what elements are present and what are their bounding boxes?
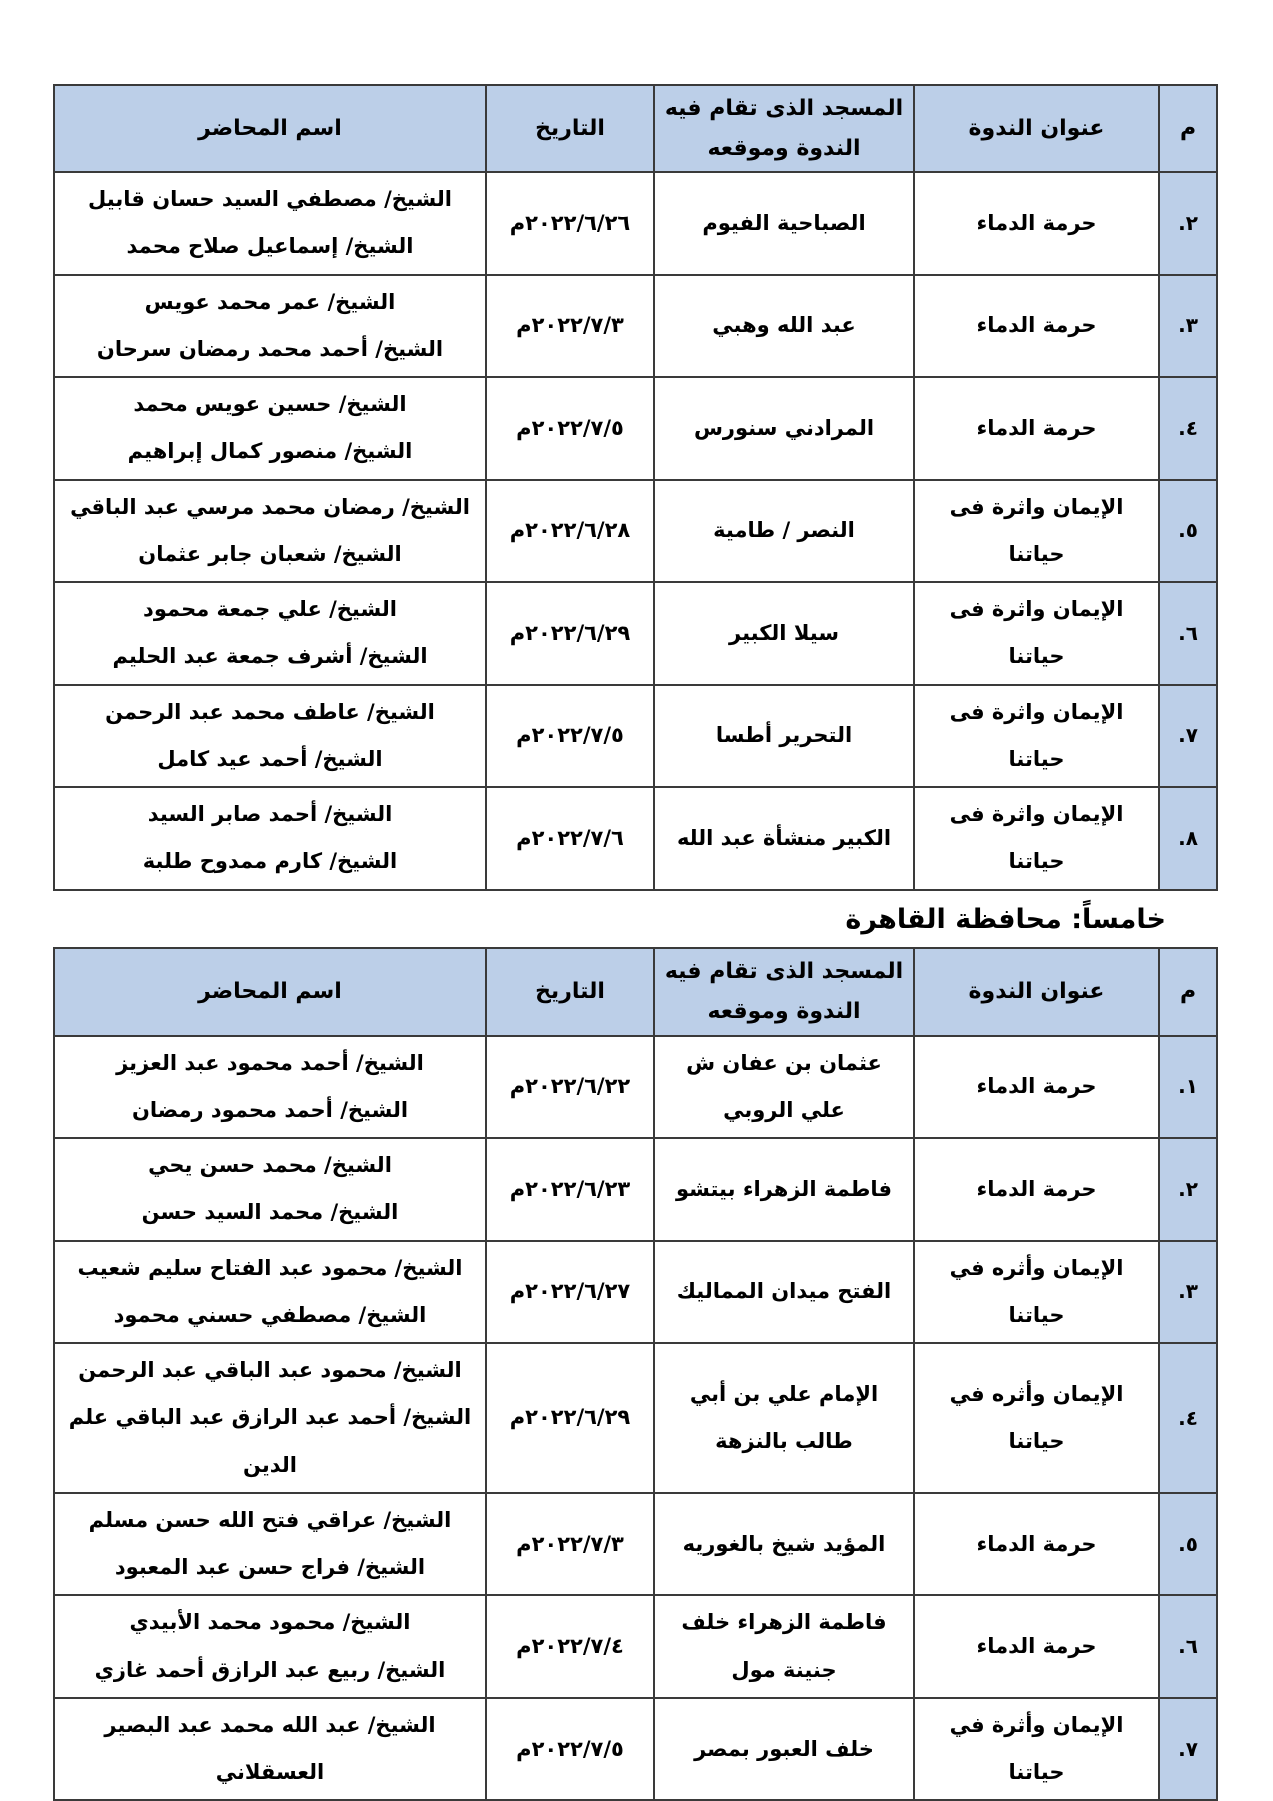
- col-header-date: التاريخ: [486, 85, 654, 172]
- lecturer-cell: [54, 1493, 486, 1596]
- lecturer-name: الشيخ/ منصور كمال إبراهيم: [127, 439, 413, 464]
- date-cell: ٢٠٢٢/٦/٢٩م: [486, 1343, 654, 1493]
- table-row: [54, 582, 1217, 685]
- col-header-date: التاريخ: [486, 948, 654, 1035]
- lecturer-cell: [54, 582, 486, 685]
- header-row: [54, 948, 1217, 1035]
- lecturer-name: الشيخ/ رمضان محمد مرسي عبد الباقي: [70, 494, 470, 519]
- row-number-cell: ٢.: [1159, 172, 1217, 275]
- seminar-title-cell: الإيمان واثرة فى حياتنا: [914, 787, 1159, 890]
- date-cell: ٢٠٢٢/٦/٢٨م: [486, 480, 654, 583]
- mosque-cell: عبد الله وهبي: [654, 275, 914, 378]
- lecturer-name: الشيخ/ علي جمعة محمود: [143, 597, 397, 622]
- seminar-title-cell: الإيمان واثرة فى حياتنا: [914, 685, 1159, 788]
- lecturer-name: الشيخ/ حسين عويس محمد: [133, 392, 407, 417]
- lecturer-cell: [54, 377, 486, 480]
- table-row: [54, 1138, 1217, 1241]
- table-row: [54, 1595, 1217, 1698]
- table-row: [54, 377, 1217, 480]
- col-header-title: عنوان الندوة: [914, 948, 1159, 1035]
- lecturer-name: الشيخ/ كارم ممدوح طلبة: [142, 849, 398, 874]
- lecturer-name: الشيخ/ مصطفي السيد حسان قابيل: [88, 187, 452, 212]
- lecturer-name: الشيخ/ أحمد صابر السيد: [147, 802, 393, 827]
- col-header-mosque: المسجد الذى تقام فيه الندوة وموقعه: [654, 948, 914, 1035]
- lecturer-cell: [54, 787, 486, 890]
- lecturer-name: الشيخ/ عاطف محمد عبد الرحمن: [105, 699, 435, 724]
- seminar-title-cell: الإيمان واثرة فى حياتنا: [914, 480, 1159, 583]
- mosque-cell: الإمام علي بن أبي طالب بالنزهة: [654, 1343, 914, 1493]
- lecturer-name: الشيخ/ محمد السيد حسن: [141, 1200, 399, 1225]
- col-header-num: م: [1159, 948, 1217, 1035]
- lecturer-name: الشيخ/ أشرف جمعة عبد الحليم: [112, 644, 428, 669]
- seminar-title-cell: حرمة الدماء: [914, 377, 1159, 480]
- mosque-cell: الفتح ميدان المماليك: [654, 1241, 914, 1344]
- date-cell: ٢٠٢٢/٧/٣م: [486, 1493, 654, 1596]
- date-cell: ٢٠٢٢/٦/٢٣م: [486, 1138, 654, 1241]
- lecturer-cell: [54, 1595, 486, 1698]
- lecturer-name: الشيخ/ عراقي فتح الله حسن مسلم: [88, 1507, 452, 1532]
- lecturer-cell: [54, 1343, 486, 1493]
- table-2-body: [54, 1036, 1217, 1801]
- lecturer-cell: [54, 172, 486, 275]
- date-cell: ٢٠٢٢/٧/٥م: [486, 1698, 654, 1801]
- table-2-header: [54, 948, 1217, 1035]
- lecturer-name: الشيخ/ إسماعيل صلاح محمد: [126, 234, 414, 259]
- row-number-cell: ٢.: [1159, 1138, 1217, 1241]
- lecturer-cell: [54, 275, 486, 378]
- table-row: [54, 480, 1217, 583]
- lecturer-name: الشيخ/ ربيع عبد الرازق أحمد غازي: [94, 1657, 446, 1682]
- seminar-title-cell: حرمة الدماء: [914, 1138, 1159, 1241]
- seminar-title-cell: حرمة الدماء: [914, 275, 1159, 378]
- lecturer-name: الشيخ/ محمود عبد الفتاح سليم شعيب: [77, 1255, 463, 1280]
- seminar-title-cell: الإيمان وأثرة في حياتنا: [914, 1698, 1159, 1801]
- date-cell: ٢٠٢٢/٦/٢٦م: [486, 172, 654, 275]
- table-row: [54, 787, 1217, 890]
- seminar-title-cell: حرمة الدماء: [914, 172, 1159, 275]
- lecturer-cell: [54, 685, 486, 788]
- table-row: [54, 1036, 1217, 1139]
- lecturer-cell: [54, 1036, 486, 1139]
- seminar-title-cell: حرمة الدماء: [914, 1036, 1159, 1139]
- lecturer-cell: [54, 1138, 486, 1241]
- lecturer-cell: [54, 480, 486, 583]
- table-row: [54, 1343, 1217, 1493]
- col-header-lecturer: اسم المحاضر: [54, 948, 486, 1035]
- lecturer-name: الشيخ/ أحمد محمود رمضان: [131, 1097, 409, 1122]
- table-row: [54, 1493, 1217, 1596]
- lecturer-name: الشيخ/ أحمد عيد كامل: [157, 746, 383, 771]
- section-heading: خامساً: محافظة القاهرة: [845, 903, 1166, 935]
- row-number-cell: ٤.: [1159, 377, 1217, 480]
- row-number-cell: ٨.: [1159, 787, 1217, 890]
- table-row: [54, 275, 1217, 378]
- row-number-cell: ٥.: [1159, 1493, 1217, 1596]
- lecturer-name: الشيخ/ فراج حسن عبد المعبود: [114, 1555, 426, 1580]
- mosque-cell: الكبير منشأة عبد الله: [654, 787, 914, 890]
- lecturer-name: الشيخ/ عمر محمد عويس: [144, 289, 396, 314]
- row-number-cell: ٧.: [1159, 685, 1217, 788]
- lecturer-cell: [54, 1241, 486, 1344]
- table-1-body: [54, 172, 1217, 890]
- mosque-cell: الصباحية الفيوم: [654, 172, 914, 275]
- table-row: [54, 1698, 1217, 1801]
- row-number-cell: ٦.: [1159, 1595, 1217, 1698]
- lecturer-name: الشيخ/ شعبان جابر عثمان: [138, 541, 402, 566]
- lecturer-name: الشيخ/ أحمد محمد رمضان سرحان: [96, 336, 444, 361]
- seminar-table-1: [53, 84, 1218, 891]
- date-cell: ٢٠٢٢/٦/٢٧م: [486, 1241, 654, 1344]
- date-cell: ٢٠٢٢/٧/٥م: [486, 377, 654, 480]
- seminar-table-2: [53, 947, 1218, 1801]
- mosque-cell: سيلا الكبير: [654, 582, 914, 685]
- mosque-cell: التحرير أطسا: [654, 685, 914, 788]
- lecturer-name: الشيخ/ أحمد عبد الرازق عبد الباقي علم الدين: [68, 1405, 472, 1477]
- row-number-cell: ٥.: [1159, 480, 1217, 583]
- seminar-title-cell: الإيمان وأثره في حياتنا: [914, 1241, 1159, 1344]
- mosque-cell: المؤيد شيخ بالغوريه: [654, 1493, 914, 1596]
- table-1-header: [54, 85, 1217, 172]
- date-cell: ٢٠٢٢/٦/٢٩م: [486, 582, 654, 685]
- seminar-title-cell: الإيمان وأثره في حياتنا: [914, 1343, 1159, 1493]
- table-row: [54, 685, 1217, 788]
- mosque-cell: خلف العبور بمصر: [654, 1698, 914, 1801]
- col-header-lecturer: اسم المحاضر: [54, 85, 486, 172]
- lecturer-name: الشيخ/ أحمد محمود عبد العزيز: [116, 1050, 424, 1075]
- table-row: [54, 172, 1217, 275]
- mosque-cell: النصر / طامية: [654, 480, 914, 583]
- date-cell: ٢٠٢٢/٦/٢٢م: [486, 1036, 654, 1139]
- row-number-cell: ٣.: [1159, 275, 1217, 378]
- lecturer-name: الشيخ/ محمود محمد الأبيدي: [129, 1610, 411, 1635]
- header-row: [54, 85, 1217, 172]
- mosque-cell: فاطمة الزهراء خلف جنينة مول: [654, 1595, 914, 1698]
- row-number-cell: ٧.: [1159, 1698, 1217, 1801]
- lecturer-name: الشيخ/ محمود عبد الباقي عبد الرحمن: [78, 1358, 462, 1383]
- date-cell: ٢٠٢٢/٧/٤م: [486, 1595, 654, 1698]
- lecturer-name: الشيخ/ محمد حسن يحي: [148, 1153, 392, 1178]
- seminar-title-cell: الإيمان واثرة فى حياتنا: [914, 582, 1159, 685]
- row-number-cell: ٤.: [1159, 1343, 1217, 1493]
- col-header-num: م: [1159, 85, 1217, 172]
- date-cell: ٢٠٢٢/٧/٦م: [486, 787, 654, 890]
- table-row: [54, 1241, 1217, 1344]
- seminar-title-cell: حرمة الدماء: [914, 1595, 1159, 1698]
- mosque-cell: المرادني سنورس: [654, 377, 914, 480]
- lecturer-name: الشيخ/ مصطفي حسني محمود: [113, 1302, 427, 1327]
- seminar-title-cell: حرمة الدماء: [914, 1493, 1159, 1596]
- date-cell: ٢٠٢٢/٧/٣م: [486, 275, 654, 378]
- mosque-cell: عثمان بن عفان ش علي الروبي: [654, 1036, 914, 1139]
- row-number-cell: ٣.: [1159, 1241, 1217, 1344]
- mosque-cell: فاطمة الزهراء بيتشو: [654, 1138, 914, 1241]
- col-header-mosque: المسجد الذى تقام فيه الندوة وموقعه: [654, 85, 914, 172]
- col-header-title: عنوان الندوة: [914, 85, 1159, 172]
- lecturer-name: الشيخ/ عبد الله محمد عبد البصير العسقلاني: [104, 1712, 436, 1785]
- lecturer-cell: [54, 1698, 486, 1801]
- row-number-cell: ٦.: [1159, 582, 1217, 685]
- row-number-cell: ١.: [1159, 1036, 1217, 1139]
- date-cell: ٢٠٢٢/٧/٥م: [486, 685, 654, 788]
